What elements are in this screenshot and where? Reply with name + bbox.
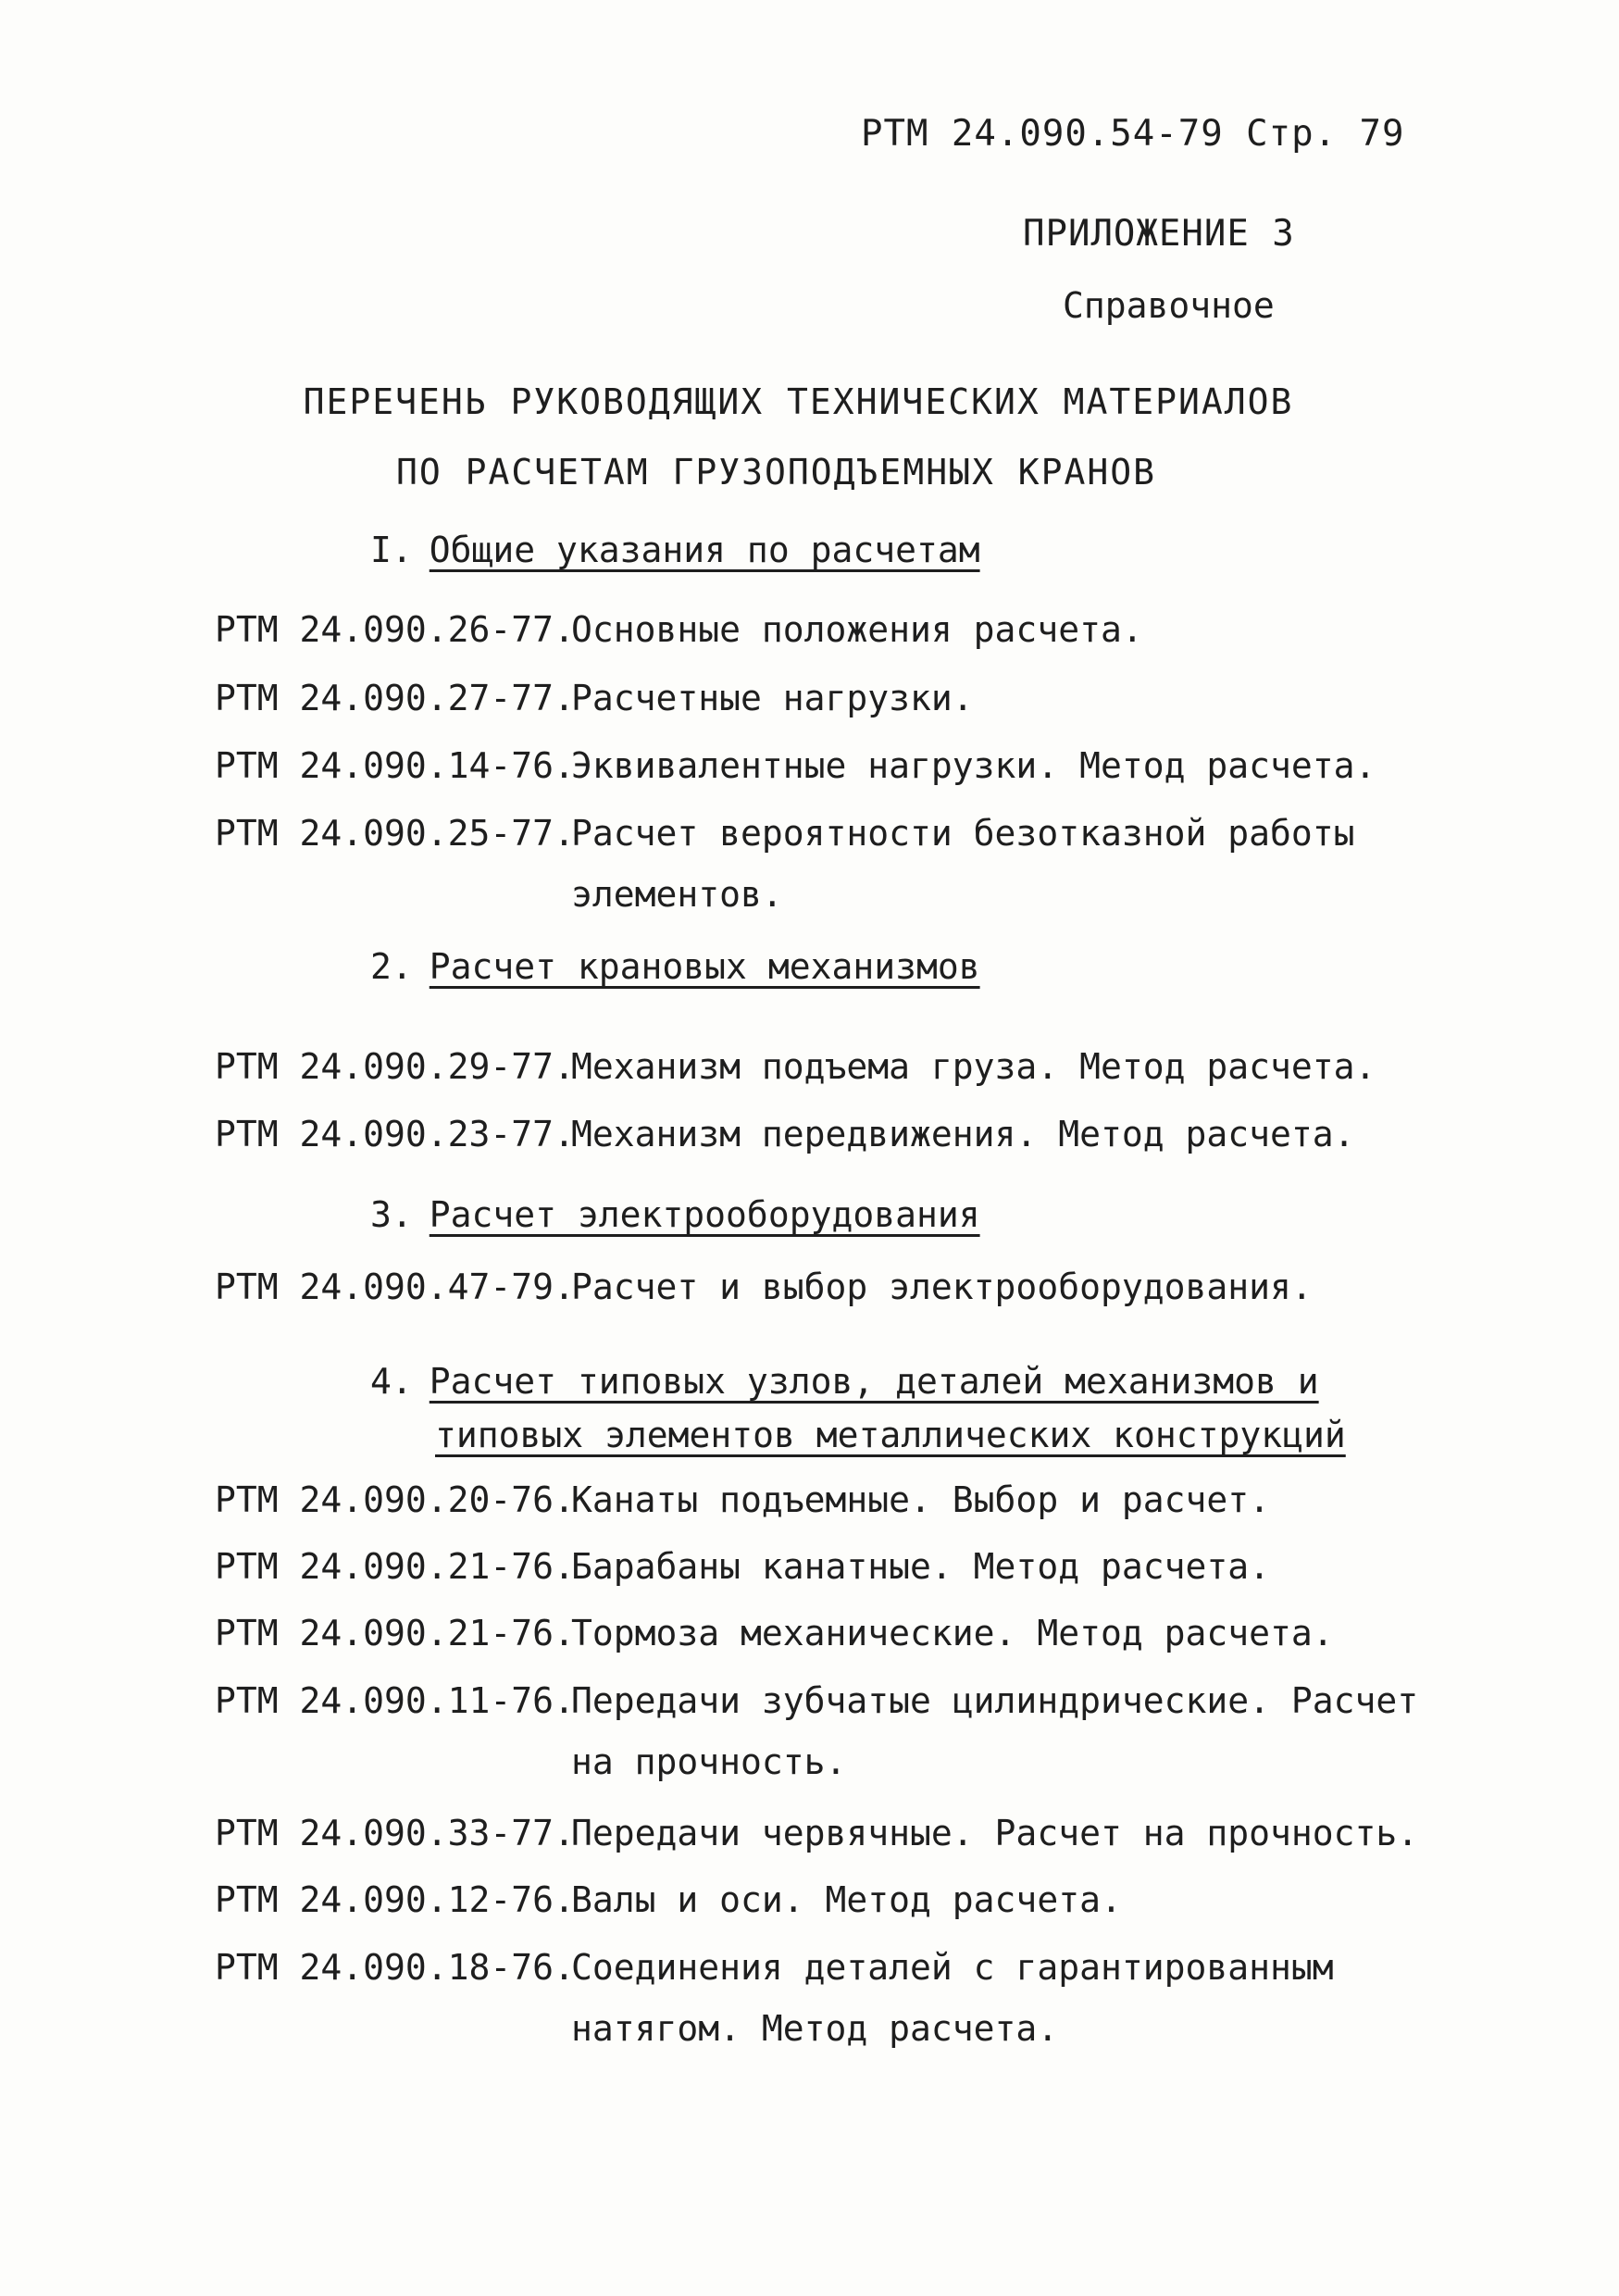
list-item bbox=[215, 678, 1418, 718]
document-description: Расчетные нагрузки. bbox=[571, 678, 974, 718]
document-description: Канаты подъемные. Выбор и расчет. bbox=[571, 1479, 1270, 1520]
list-item bbox=[215, 1546, 1418, 1587]
document-description: Соединения деталей с гарантированным bbox=[571, 1947, 1334, 1988]
document-description: Эквивалентные нагрузки. Метод расчета. bbox=[571, 745, 1376, 786]
document-code: РТМ 24.090.14-76. bbox=[215, 745, 575, 786]
section-title: Расчет крановых механизмов bbox=[429, 946, 980, 987]
document-code: РТМ 24.090.12-76. bbox=[215, 1879, 575, 1920]
appendix-label: ПРИЛОЖЕНИЕ 3 bbox=[1023, 213, 1295, 255]
document-description: Тормоза механические. Метод расчета. bbox=[571, 1613, 1334, 1653]
section-heading-3 bbox=[370, 1194, 980, 1235]
list-item bbox=[215, 1680, 1418, 1782]
document-code: РТМ 24.090.26-77. bbox=[215, 609, 575, 650]
section-title: Общие указания по расчетам bbox=[429, 530, 980, 570]
appendix-type: Справочное bbox=[1063, 285, 1275, 326]
document-description: Валы и оси. Метод расчета. bbox=[571, 1879, 1122, 1920]
document-description: Барабаны канатные. Метод расчета. bbox=[571, 1546, 1270, 1587]
section-heading-2 bbox=[370, 946, 980, 987]
document-description-continued: натягом. Метод расчета. bbox=[571, 2008, 1059, 2049]
document-description-continued: элементов. bbox=[571, 874, 783, 915]
list-item bbox=[215, 1046, 1418, 1087]
document-description: Расчет и выбор электрооборудования. bbox=[571, 1267, 1313, 1307]
list-item bbox=[215, 1879, 1418, 1920]
list-item bbox=[215, 1613, 1418, 1653]
section-number: I. bbox=[370, 530, 413, 570]
list-item bbox=[215, 609, 1418, 650]
section-heading-4 bbox=[370, 1361, 1346, 1455]
list-item bbox=[215, 813, 1418, 915]
document-title-line-2: ПО РАСЧЕТАМ ГРУЗОПОДЪЕМНЫХ КРАНОВ bbox=[396, 452, 1156, 493]
document-code: РТМ 24.090.18-76. bbox=[215, 1947, 575, 1988]
document-code: РТМ 24.090.21-76. bbox=[215, 1546, 575, 1587]
document-code: РТМ 24.090.47-79. bbox=[215, 1267, 575, 1307]
document-description: Передачи зубчатые цилиндрические. Расчет bbox=[571, 1680, 1419, 1721]
section-title-continued: типовых элементов металлических конструкций bbox=[435, 1415, 1346, 1455]
document-code: РТМ 24.090.20-76. bbox=[215, 1479, 575, 1520]
section-number: 3. bbox=[370, 1194, 413, 1235]
document-description: Расчет вероятности безотказной работы bbox=[571, 813, 1355, 854]
section-number: 4. bbox=[370, 1361, 413, 1402]
document-code: РТМ 24.090.27-77. bbox=[215, 678, 575, 718]
document-code: РТМ 24.090.11-76. bbox=[215, 1680, 575, 1721]
document-description: Основные положения расчета. bbox=[571, 609, 1143, 650]
list-item bbox=[215, 1114, 1418, 1154]
section-number: 2. bbox=[370, 946, 413, 987]
list-item bbox=[215, 1813, 1418, 1853]
document-title-line-1: ПЕРЕЧЕНЬ РУКОВОДЯЩИХ ТЕХНИЧЕСКИХ МАТЕРИАЛОВ bbox=[303, 381, 1294, 422]
document-code: РТМ 24.090.29-77. bbox=[215, 1046, 575, 1087]
document-code: РТМ 24.090.25-77. bbox=[215, 813, 575, 854]
document-code: РТМ 24.090.23-77. bbox=[215, 1114, 575, 1154]
document-code: РТМ 24.090.21-76. bbox=[215, 1613, 575, 1653]
document-description-continued: на прочность. bbox=[571, 1741, 847, 1782]
document-description: Механизм подъема груза. Метод расчета. bbox=[571, 1046, 1376, 1087]
list-item bbox=[215, 1947, 1418, 2049]
document-description: Передачи червячные. Расчет на прочность. bbox=[571, 1813, 1419, 1853]
list-item bbox=[215, 1479, 1418, 1520]
section-title: Расчет электрооборудования bbox=[429, 1194, 980, 1235]
list-item bbox=[215, 1267, 1418, 1307]
section-heading-1 bbox=[370, 530, 980, 570]
section-title: Расчет типовых узлов, деталей механизмов и bbox=[429, 1361, 1319, 1402]
document-code: РТМ 24.090.33-77. bbox=[215, 1813, 575, 1853]
list-item bbox=[215, 745, 1418, 786]
document-description: Механизм передвижения. Метод расчета. bbox=[571, 1114, 1355, 1154]
page-header: РТМ 24.090.54-79 Стр. 79 bbox=[861, 113, 1405, 155]
